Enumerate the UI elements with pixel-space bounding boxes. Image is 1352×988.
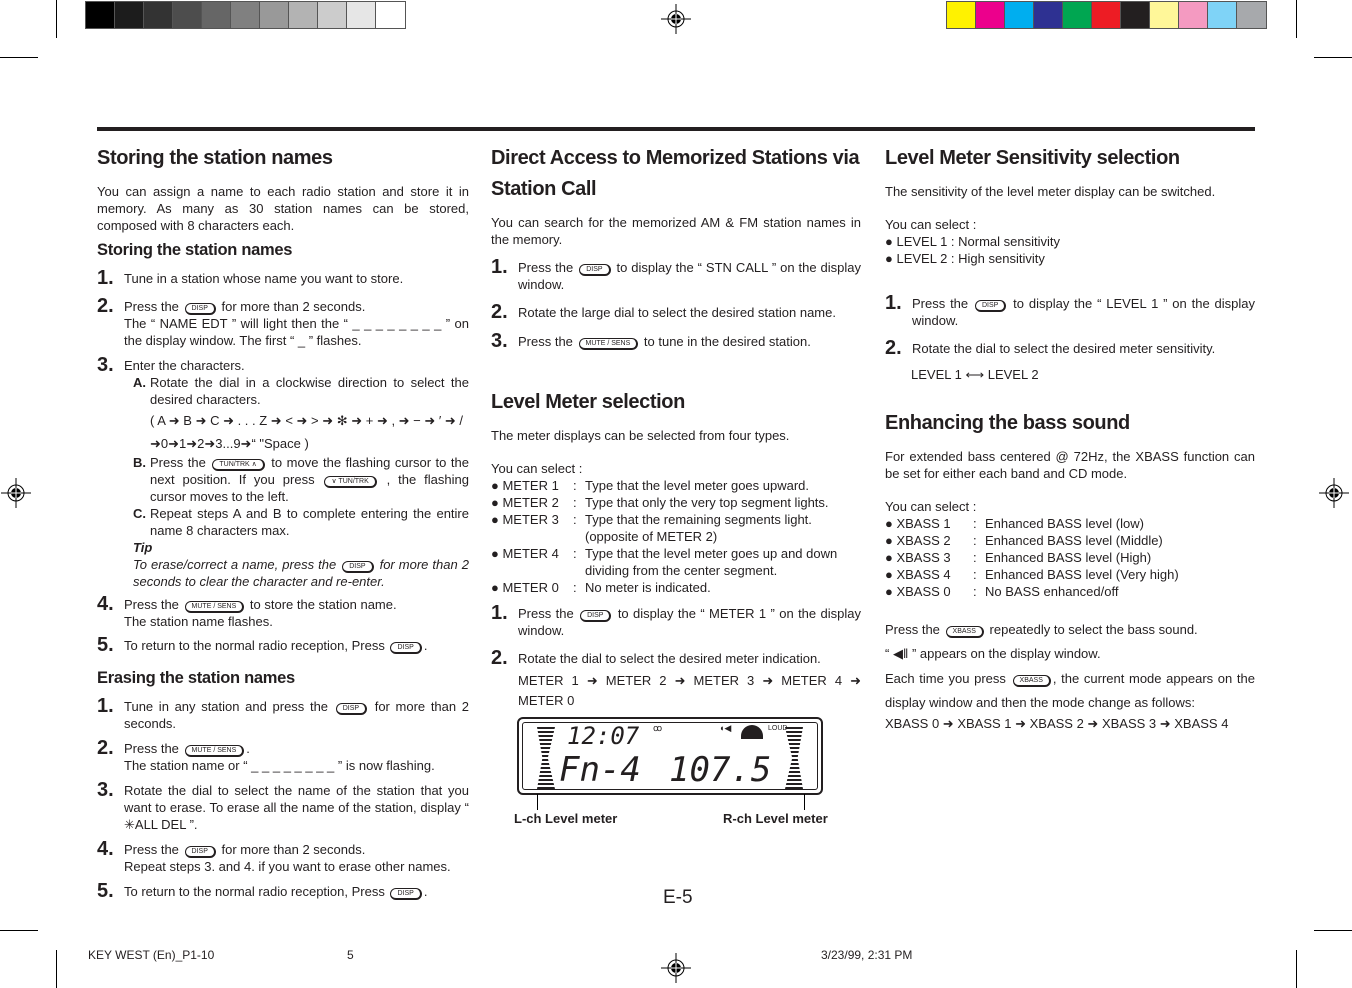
select-label: You can select :	[885, 499, 977, 514]
crop-mark	[1296, 0, 1297, 38]
erase-step-5: 5. To return to the normal radio reception, Press DISP .	[97, 880, 428, 902]
footer-filename: KEY WEST (En)_P1-10	[88, 948, 215, 962]
lcd-mode: Fn-4	[559, 750, 641, 790]
crop-mark	[0, 930, 38, 931]
list-item: ● METER 2 : Type that only the very top segment lights.	[491, 495, 829, 510]
list-item: ● METER 0 : No meter is indicated.	[491, 580, 711, 595]
footer-page: 5	[347, 948, 354, 962]
lch-label: L-ch Level meter	[514, 811, 618, 826]
each-time-text: Each time you press XBASS , the current mode appears on the display window and then the mode change as follows:	[885, 671, 1255, 710]
erase-step-1: 1. Tune in any station and press the DISP for more than 2 seconds.	[97, 695, 470, 731]
color-swatch	[347, 2, 376, 28]
color-swatch	[376, 2, 405, 28]
registration-mark-icon	[661, 4, 691, 34]
color-swatch	[1150, 2, 1179, 28]
bass-speaker-icon: ◀ǁ	[892, 646, 909, 661]
xbass-list	[885, 515, 1255, 600]
spectrum-icon	[741, 725, 763, 739]
lcd-loud: LOUD	[768, 725, 788, 732]
substep-b: B. Press the TUN/TRK ∧ to move the flashing cursor to the next position. If you press ∨ TUN/TRK , the flashing cursor moves to the left.	[133, 455, 469, 504]
color-swatch	[144, 2, 173, 28]
step-4: 4. Press the MUTE / SENS to store the station name. The station name flashes.	[97, 593, 397, 629]
list-item: ● LEVEL 1 : Normal sensitivity	[885, 234, 1060, 249]
disp-button-icon: DISP	[185, 846, 216, 858]
leader-line	[537, 794, 538, 810]
color-swatch	[1237, 2, 1266, 28]
step-3: 3. Enter the characters.	[97, 354, 245, 376]
subsection-title: Storing the station names	[97, 241, 293, 259]
lcd-frequency: 107.5	[669, 750, 772, 790]
select-label: You can select :	[885, 217, 977, 232]
color-swatch	[231, 2, 260, 28]
intro-text: The meter displays can be selected from four types.	[491, 428, 790, 443]
color-swatch	[1208, 2, 1237, 28]
substep-a: A. Rotate the dial in a clockwise direction to select the desired characters.	[133, 375, 469, 407]
level-sequence: LEVEL 1 ⟷ LEVEL 2	[911, 367, 1039, 382]
disp-button-icon: DISP	[390, 888, 421, 900]
footer-date: 3/23/99, 2:31 PM	[821, 948, 913, 962]
subsection-title: Erasing the station names	[97, 669, 295, 687]
grayscale-color-bar	[85, 1, 406, 29]
column-sensitivity-bass	[885, 143, 1255, 732]
step-1: 1. Tune in a station whose name you want to store.	[97, 267, 404, 289]
color-swatch	[1179, 2, 1208, 28]
step-2: 2. Rotate the large dial to select the desired station name.	[491, 301, 836, 323]
color-swatch	[1005, 2, 1034, 28]
disp-button-icon: DISP	[975, 300, 1006, 312]
list-item: ● XBASS 1 : Enhanced BASS level (low)	[885, 516, 1144, 531]
xbass-button-icon: XBASS	[946, 626, 984, 638]
color-swatch	[1034, 2, 1063, 28]
column-station-call	[491, 143, 861, 830]
press-xbass-text: Press the XBASS repeatedly to select the bass sound.	[885, 622, 1198, 637]
step-2: 2. Rotate the dial to select the desired meter sensitivity.	[885, 337, 1216, 359]
character-sequence-cont: ➜0➜1➜2➜3...9➜“ "Space )	[150, 436, 309, 451]
disp-button-icon: DISP	[390, 642, 421, 654]
color-swatch	[289, 2, 318, 28]
disp-button-icon: DISP	[336, 703, 367, 715]
rch-label: R-ch Level meter	[723, 811, 828, 826]
color-swatch	[173, 2, 202, 28]
meter-list	[491, 477, 861, 596]
character-sequence: ( A ➜ B ➜ C ➜ . . . Z ➜ < ➜ > ➜ ✻ ➜ + ➜ , ➜ − ➜ ′ ➜ /	[150, 413, 464, 428]
color-swatch	[86, 2, 115, 28]
page-number: E-5	[663, 887, 693, 908]
section-title: Level Meter selection	[491, 391, 685, 413]
disp-button-icon: DISP	[185, 303, 216, 315]
intro-text: You can assign a name to each radio station and store it in memory. As many as 30 station names can be stored, composed with 8 characters each.	[97, 184, 469, 233]
section-title: Enhancing the bass sound	[885, 412, 1130, 434]
crop-mark	[1296, 950, 1297, 988]
disp-button-icon: DISP	[342, 561, 373, 573]
column-storing-names	[97, 143, 469, 900]
cd-icon: ꝏ	[653, 723, 663, 733]
leader-line	[804, 794, 805, 810]
color-swatch	[202, 2, 231, 28]
disp-button-icon: DISP	[579, 264, 610, 276]
disp-button-icon: DISP	[580, 610, 611, 622]
step-5: 5. To return to the normal radio reception, Press DISP .	[97, 634, 428, 656]
crop-mark	[1314, 930, 1352, 931]
step-3: 3. Press the MUTE / SENS to tune in the desired station.	[491, 330, 811, 352]
registration-mark-icon	[661, 953, 691, 983]
mute-sens-button-icon: MUTE / SENS	[579, 338, 639, 350]
meter-step-2: 2. Rotate the dial to select the desired meter indication.	[491, 647, 821, 669]
color-swatch	[976, 2, 1005, 28]
list-item: ● XBASS 3 : Enhanced BASS level (High)	[885, 550, 1152, 565]
section-title: Level Meter Sensitivity selection	[885, 147, 1180, 169]
step-1: 1. Press the DISP to display the “ STN CALL ” on the display window.	[491, 256, 861, 292]
meter-step-1: 1. Press the DISP to display the “ METER 1 ” on the display window.	[491, 602, 861, 638]
list-item: ● METER 1 : Type that the level meter goes upward.	[491, 478, 810, 493]
registration-mark-icon	[1319, 478, 1349, 508]
tip-text: To erase/correct a name, press the DISP for more than 2 seconds to clear the character and re-enter.	[133, 557, 469, 589]
double-arrow-icon: ⟷	[965, 367, 985, 382]
erase-step-4: 4. Press the DISP for more than 2 seconds. Repeat steps 3. and 4. if you want to erase other names.	[97, 838, 451, 874]
color-swatch	[1121, 2, 1150, 28]
list-item: ● METER 4 : Type that the level meter goes up and down dividing from the center segment.	[491, 546, 838, 578]
list-item: ● LEVEL 2 : High sensitivity	[885, 251, 1045, 266]
tip-heading: Tip	[133, 540, 153, 555]
step-2: 2. Press the DISP for more than 2 seconds. The “ NAME EDT ” will light then the “ _ _ _ _ _ _ _ _ ” on the display window. The first “ _ ” flashes.	[97, 295, 469, 348]
lcd-clock: 12:07	[567, 722, 640, 750]
xbass-sequence: XBASS 0 ➜ XBASS 1 ➜ XBASS 2 ➜ XBASS 3 ➜ XBASS 4	[885, 716, 1229, 731]
intro-text: You can search for the memorized AM & FM station names in the memory.	[491, 215, 861, 247]
crop-mark	[56, 950, 57, 988]
color-swatch	[318, 2, 347, 28]
left-level-meter	[537, 727, 555, 789]
color-swatch	[260, 2, 289, 28]
mute-sens-button-icon: MUTE / SENS	[185, 601, 245, 613]
speaker-icon: ◖◀	[719, 723, 732, 733]
mute-sens-button-icon: MUTE / SENS	[185, 745, 245, 757]
erase-step-3: 3. Rotate the dial to select the name of the station that you want to erase. To erase all the name of the station, display “ ✳ALL DEL ”.	[97, 779, 469, 832]
color-swatch	[1063, 2, 1092, 28]
erase-step-2: 2. Press the MUTE / SENS . The station name or “ _ _ _ _ _ _ _ _ ” is now flashing.	[97, 737, 435, 773]
tun-trk-up-button-icon: TUN/TRK ∧	[212, 459, 264, 471]
intro-text: For extended bass centered @ 72Hz, the XBASS function can be set for either each band and CD mode.	[885, 449, 1255, 481]
crop-mark	[0, 57, 38, 58]
intro-text: The sensitivity of the level meter display can be switched.	[885, 184, 1216, 199]
right-level-meter	[785, 727, 803, 789]
step-1: 1. Press the DISP to display the “ LEVEL 1 ” on the display window.	[885, 292, 1255, 328]
appears-text: “ ◀ǁ ” appears on the display window.	[885, 646, 1101, 661]
header-rule	[97, 127, 1255, 131]
meter-sequence: METER 1 ➜ METER 2 ➜ METER 3 ➜ METER 4 ➜ METER 0	[518, 673, 861, 708]
select-label: You can select :	[491, 461, 583, 476]
tun-trk-down-button-icon: ∨ TUN/TRK	[324, 476, 376, 488]
crop-mark	[1314, 57, 1352, 58]
substep-c: C. Repeat steps A and B to complete entering the entire name 8 characters max.	[133, 506, 469, 538]
section-title: Storing the station names	[97, 147, 333, 169]
list-item: ● XBASS 0 : No BASS enhanced/off	[885, 584, 1119, 599]
color-swatch	[947, 2, 976, 28]
xbass-button-icon: XBASS	[1013, 675, 1051, 687]
crop-mark	[56, 0, 57, 38]
level-meter-labels	[491, 810, 861, 830]
color-swatch	[1092, 2, 1121, 28]
list-item: ● XBASS 2 : Enhanced BASS level (Middle)	[885, 533, 1163, 548]
list-item: ● XBASS 4 : Enhanced BASS level (Very high)	[885, 567, 1179, 582]
list-item: ● METER 3 : Type that the remaining segments light. (opposite of METER 2)	[491, 512, 812, 544]
section-title: Direct Access to Memorized Stations via Station Call	[491, 147, 860, 200]
process-color-bar	[946, 1, 1267, 29]
registration-mark-icon	[1, 478, 31, 508]
lcd-display-illustration	[517, 717, 823, 795]
color-swatch	[115, 2, 144, 28]
